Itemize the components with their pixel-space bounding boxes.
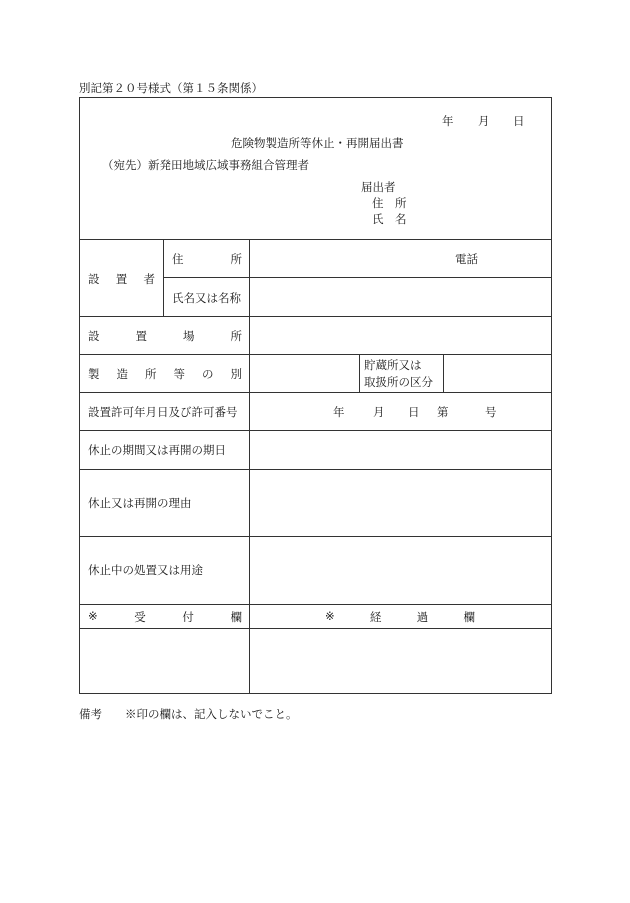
facility-type-label: 製 造 所 等 の 別 [88, 367, 242, 381]
permit-label: 設置許可年月日及び許可番号 [88, 405, 238, 419]
divider [80, 469, 551, 470]
progress-box[interactable] [250, 629, 551, 693]
permit-dai-label: 第 [437, 405, 449, 419]
notifier-address-label: 住 所 [372, 196, 407, 210]
divider [80, 536, 551, 537]
reception-box[interactable] [80, 629, 249, 693]
divider [249, 239, 250, 693]
notifier-label: 届出者 [361, 180, 396, 194]
divider [359, 354, 360, 392]
reason-label: 休止又は再開の理由 [88, 496, 192, 510]
divider [80, 604, 551, 605]
installer-address-label: 住 所 [172, 252, 242, 266]
notifier-name-label: 氏 名 [372, 212, 407, 226]
divider [163, 239, 164, 316]
date-day-label: 日 [513, 114, 525, 128]
installer-name-label: 氏名又は名称 [172, 291, 241, 305]
divider [80, 239, 551, 240]
period-label: 休止の期間又は再開の期日 [88, 443, 226, 457]
divider [80, 354, 551, 355]
installer-label: 設 置 者 [88, 272, 155, 286]
form-number: 別記第２０号様式（第１５条関係） [79, 81, 263, 95]
phone-label: 電話 [455, 252, 478, 266]
document-title: 危険物製造所等休止・再開届出書 [231, 136, 404, 150]
remarks: 備考 ※印の欄は、記入しないでこと。 [79, 707, 298, 721]
date-month-label: 月 [478, 114, 490, 128]
date-year-label: 年 [442, 114, 454, 128]
reception-label: ※ 受 付 欄 [88, 609, 242, 624]
divider [80, 392, 551, 393]
disposal-label: 休止中の処置又は用途 [88, 563, 203, 577]
permit-year-label: 年 [333, 405, 345, 419]
storage-label-line2: 取扱所の区分 [364, 375, 433, 389]
divider [80, 316, 551, 317]
permit-day-label: 日 [408, 405, 420, 419]
permit-go-label: 号 [485, 405, 497, 419]
divider [80, 430, 551, 431]
divider [443, 354, 444, 392]
storage-label-line1: 貯蔵所又は [364, 358, 422, 372]
progress-label: ※ 経 過 欄 [325, 609, 475, 624]
addressee: （宛先）新発田地域広域事務組合管理者 [102, 158, 309, 172]
divider [163, 277, 551, 278]
permit-month-label: 月 [373, 405, 385, 419]
notification-form [79, 97, 552, 694]
location-label: 設 置 場 所 [88, 329, 242, 343]
